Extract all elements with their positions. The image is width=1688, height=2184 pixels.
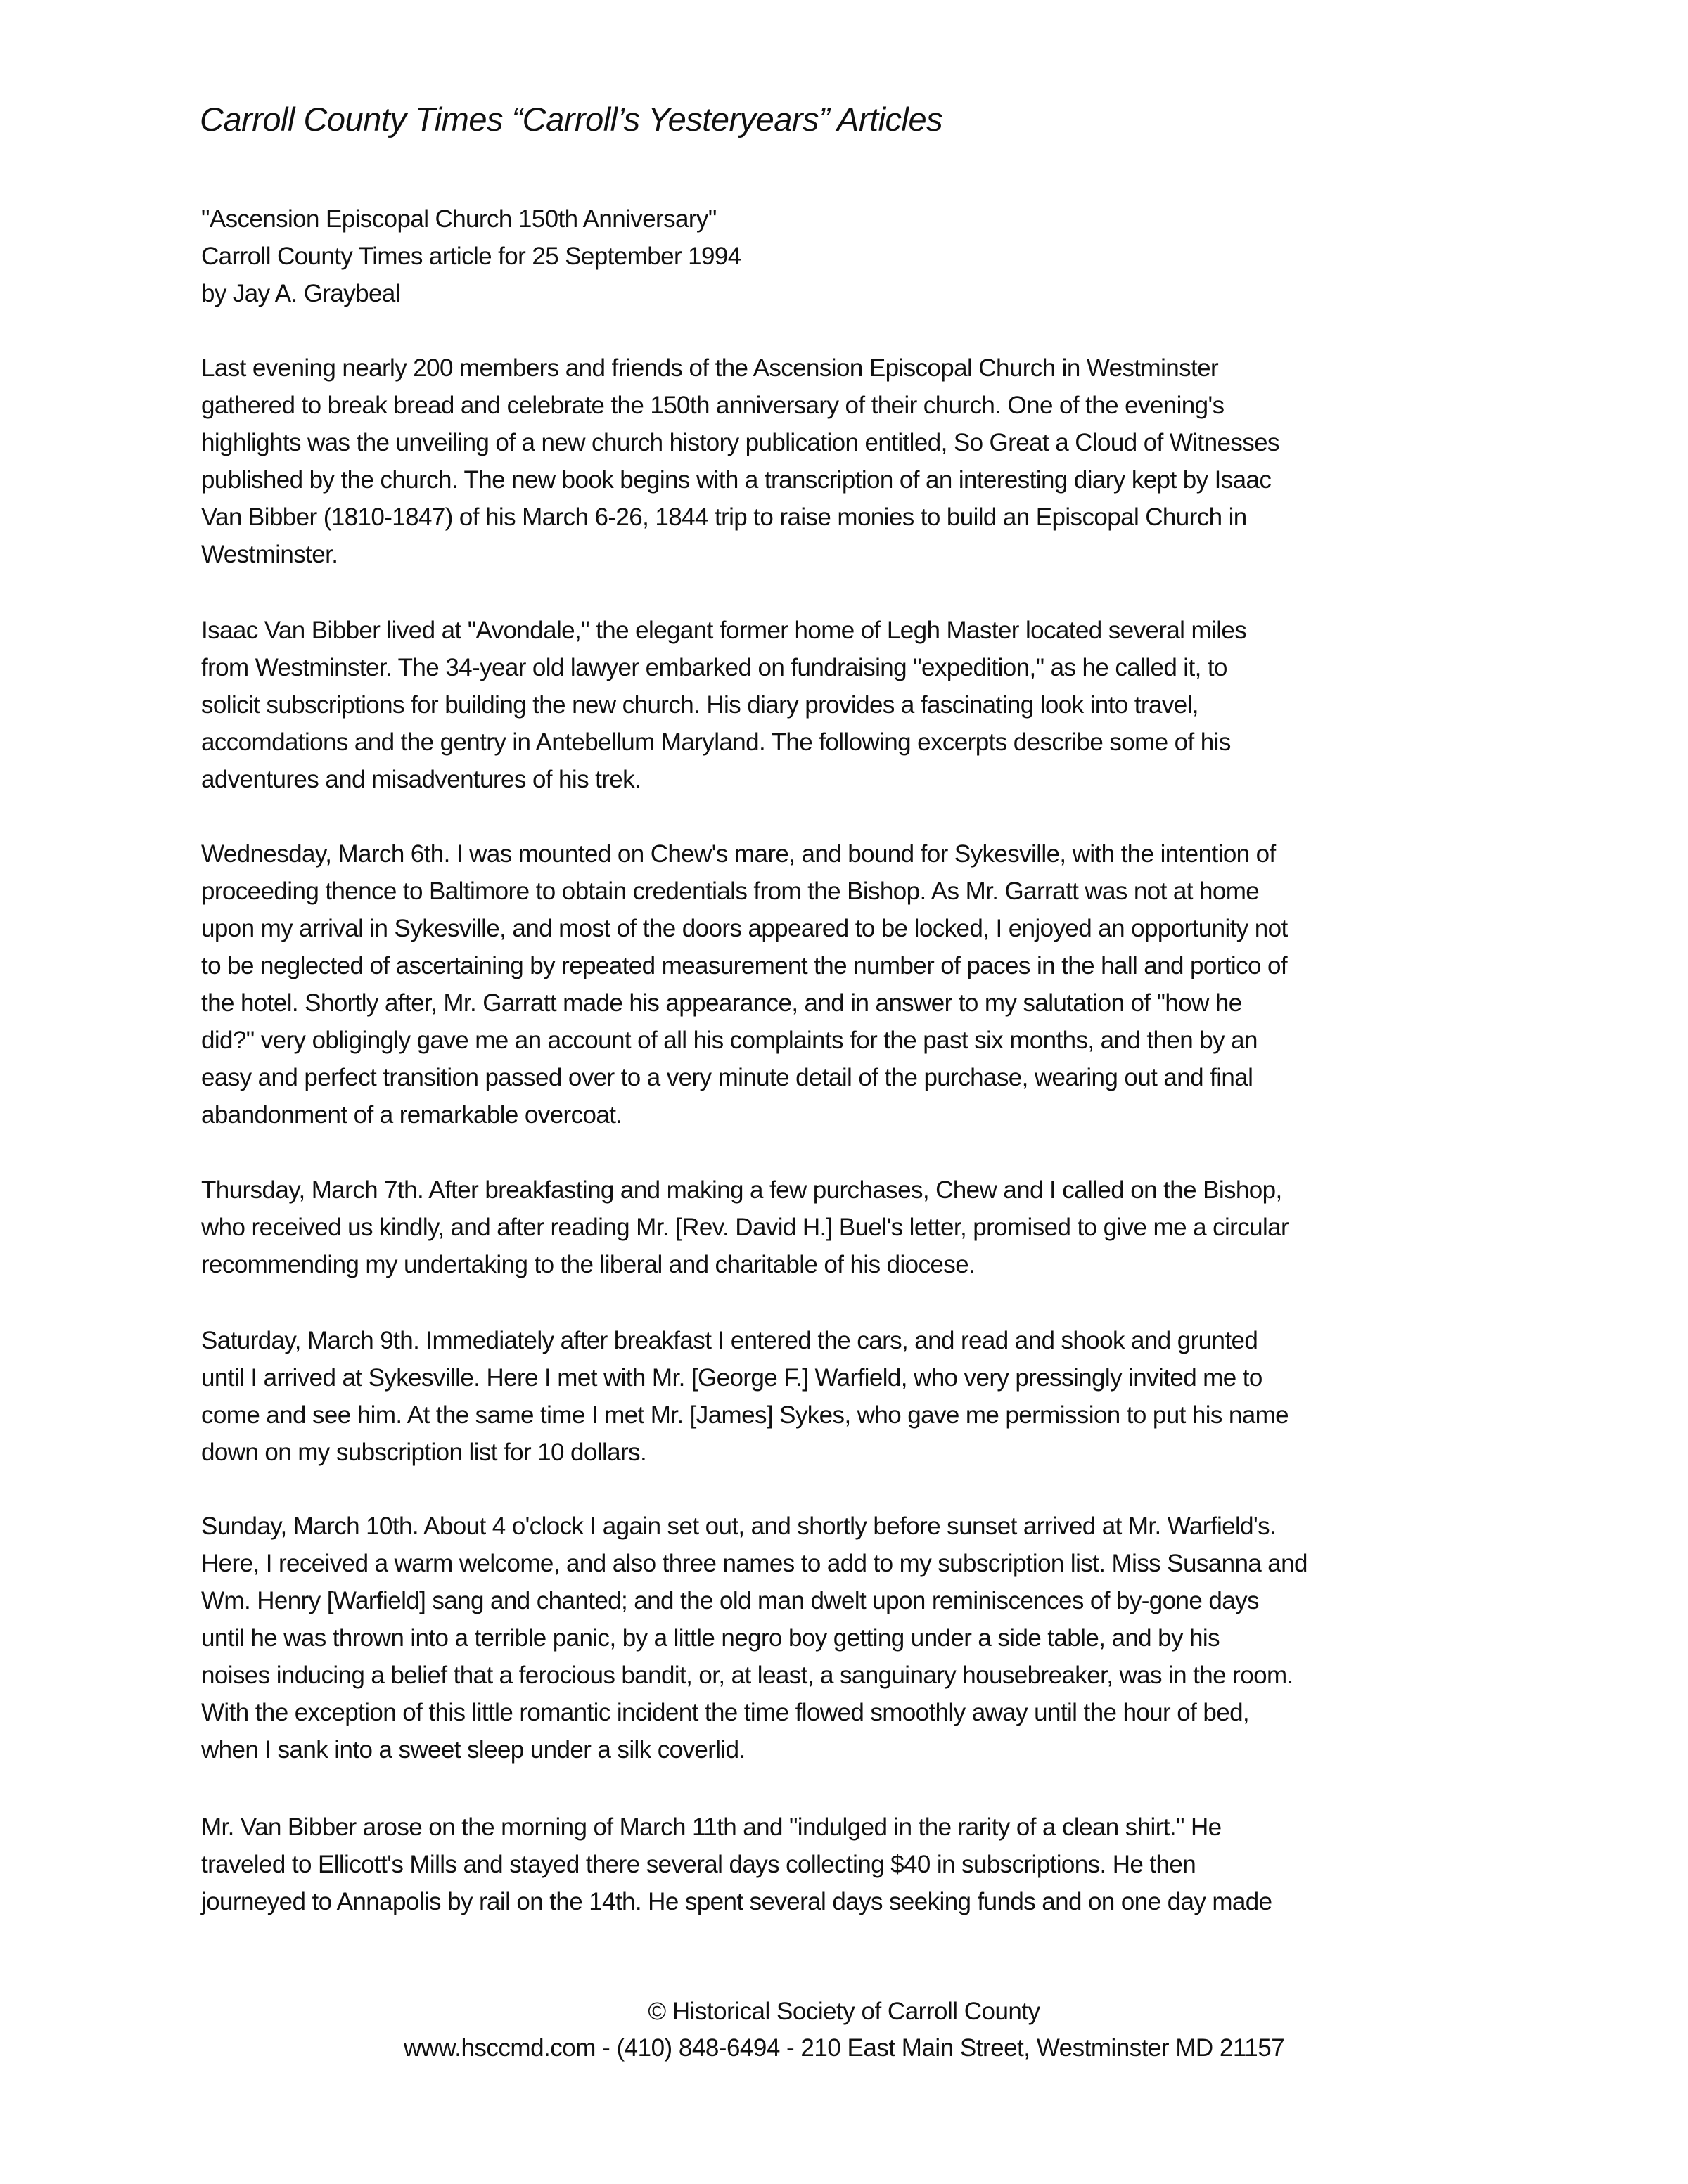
footer-copyright: © Historical Society of Carroll County [648,1998,1040,2025]
paragraph-line: come and see him. At the same time I met Mr. [James] Sykes, who gave me permission to put his name [201,1401,1289,1429]
paragraph-line: published by the church. The new book begins with a transcription of an interesting diary kept by Isaac [201,466,1272,494]
article-byline: by Jay A. Graybeal [201,280,400,307]
paragraph-line: Mr. Van Bibber arose on the morning of March 11th and "indulged in the rarity of a clean shirt." He [201,1813,1222,1841]
footer-contact: www.hsccmd.com - (410) 848-6494 - 210 East Main Street, Westminster MD 21157 [403,2034,1285,2062]
paragraph-line: did?" very obligingly gave me an account of all his complaints for the past six months, and then by an [201,1027,1258,1054]
paragraph-line: proceeding thence to Baltimore to obtain credentials from the Bishop. As Mr. Garratt was not at home [201,878,1260,905]
paragraph-line: Wednesday, March 6th. I was mounted on Chew's mare, and bound for Sykesville, with the intention of [201,840,1276,868]
paragraph [201,1171,1289,1283]
paragraph-line: highlights was the unveiling of a new church history publication entitled, So Great a Cloud of Witnesses [201,429,1279,456]
paragraph-line: until I arrived at Sykesville. Here I met with Mr. [George F.] Warfield, who very pressingly invited me to [201,1364,1262,1392]
paragraph-line: accomdations and the gentry in Antebellum Maryland. The following excerpts describe some of his [201,728,1231,756]
paragraph [201,1322,1289,1471]
paragraph-line: adventures and misadventures of his trek. [201,766,641,793]
paragraph [201,1508,1307,1768]
paragraph-line: traveled to Ellicott's Mills and stayed there several days collecting $40 in subscriptions. He then [201,1851,1196,1878]
paragraph-line: upon my arrival in Sykesville, and most of the doors appeared to be locked, I enjoyed an opportunity not [201,915,1288,942]
paragraph-line: solicit subscriptions for building the new church. His diary provides a fascinating look into travel, [201,691,1198,719]
article-headline: "Ascension Episcopal Church 150th Anniversary" [201,205,717,233]
paragraph-line: to be neglected of ascertaining by repeated measurement the number of paces in the hall and portico of [201,952,1287,979]
paragraph [201,612,1246,798]
paragraph-line: recommending my undertaking to the liberal and charitable of his diocese. [201,1251,976,1278]
paragraph-line: until he was thrown into a terrible panic, by a little negro boy getting under a side table, and by his [201,1624,1220,1652]
paragraph-line: journeyed to Annapolis by rail on the 14th. He spent several days seeking funds and on one day made [201,1888,1272,1915]
paragraph-line: gathered to break bread and celebrate the 150th anniversary of their church. One of the evening's [201,392,1225,419]
paragraph [201,349,1279,573]
paragraph-line: Isaac Van Bibber lived at "Avondale," the elegant former home of Legh Master located several miles [201,617,1247,644]
paragraph-line: Here, I received a warm welcome, and also three names to add to my subscription list. Miss Susanna and [201,1550,1307,1577]
paragraph-line: Sunday, March 10th. About 4 o'clock I again set out, and shortly before sunset arrived at Mr. Warfield's. [201,1512,1277,1540]
paragraph-line: Saturday, March 9th. Immediately after breakfast I entered the cars, and read and shook and grunted [201,1327,1258,1354]
article-dateline: Carroll County Times article for 25 September 1994 [201,243,741,270]
paragraph-line: when I sank into a sweet sleep under a silk coverlid. [201,1736,746,1764]
paragraph [201,835,1288,1133]
page-header-title: Carroll County Times “Carroll’s Yesteryears” Articles [200,101,943,138]
paragraph-line: Van Bibber (1810-1847) of his March 6-26, 1844 trip to raise monies to build an Episcopal Church in [201,503,1247,531]
paragraph-line: from Westminster. The 34-year old lawyer embarked on fundraising "expedition," as he called it, to [201,654,1227,681]
paragraph-line: the hotel. Shortly after, Mr. Garratt made his appearance, and in answer to my salutation of "how he [201,989,1242,1017]
paragraph-line: easy and perfect transition passed over to a very minute detail of the purchase, wearing out and final [201,1064,1253,1091]
paragraph-line: Wm. Henry [Warfield] sang and chanted; and the old man dwelt upon reminiscences of by-gone days [201,1587,1259,1614]
paragraph [201,1809,1272,1920]
paragraph-line: down on my subscription list for 10 dollars. [201,1439,647,1466]
paragraph-line: abandonment of a remarkable overcoat. [201,1101,622,1129]
article-heading [201,200,741,312]
paragraph-line: noises inducing a belief that a ferocious bandit, or, at least, a sanguinary housebreaker, was in the room. [201,1662,1293,1689]
paragraph-line: Westminster. [201,541,338,568]
paragraph-line: Last evening nearly 200 members and friends of the Ascension Episcopal Church in Westminster [201,354,1219,382]
paragraph-line: With the exception of this little romantic incident the time flowed smoothly away until the hour of bed, [201,1699,1250,1726]
paragraph-line: Thursday, March 7th. After breakfasting and making a few purchases, Chew and I called on the Bishop, [201,1176,1282,1204]
paragraph-line: who received us kindly, and after reading Mr. [Rev. David H.] Buel's letter, promised to give me a circular [201,1214,1289,1241]
